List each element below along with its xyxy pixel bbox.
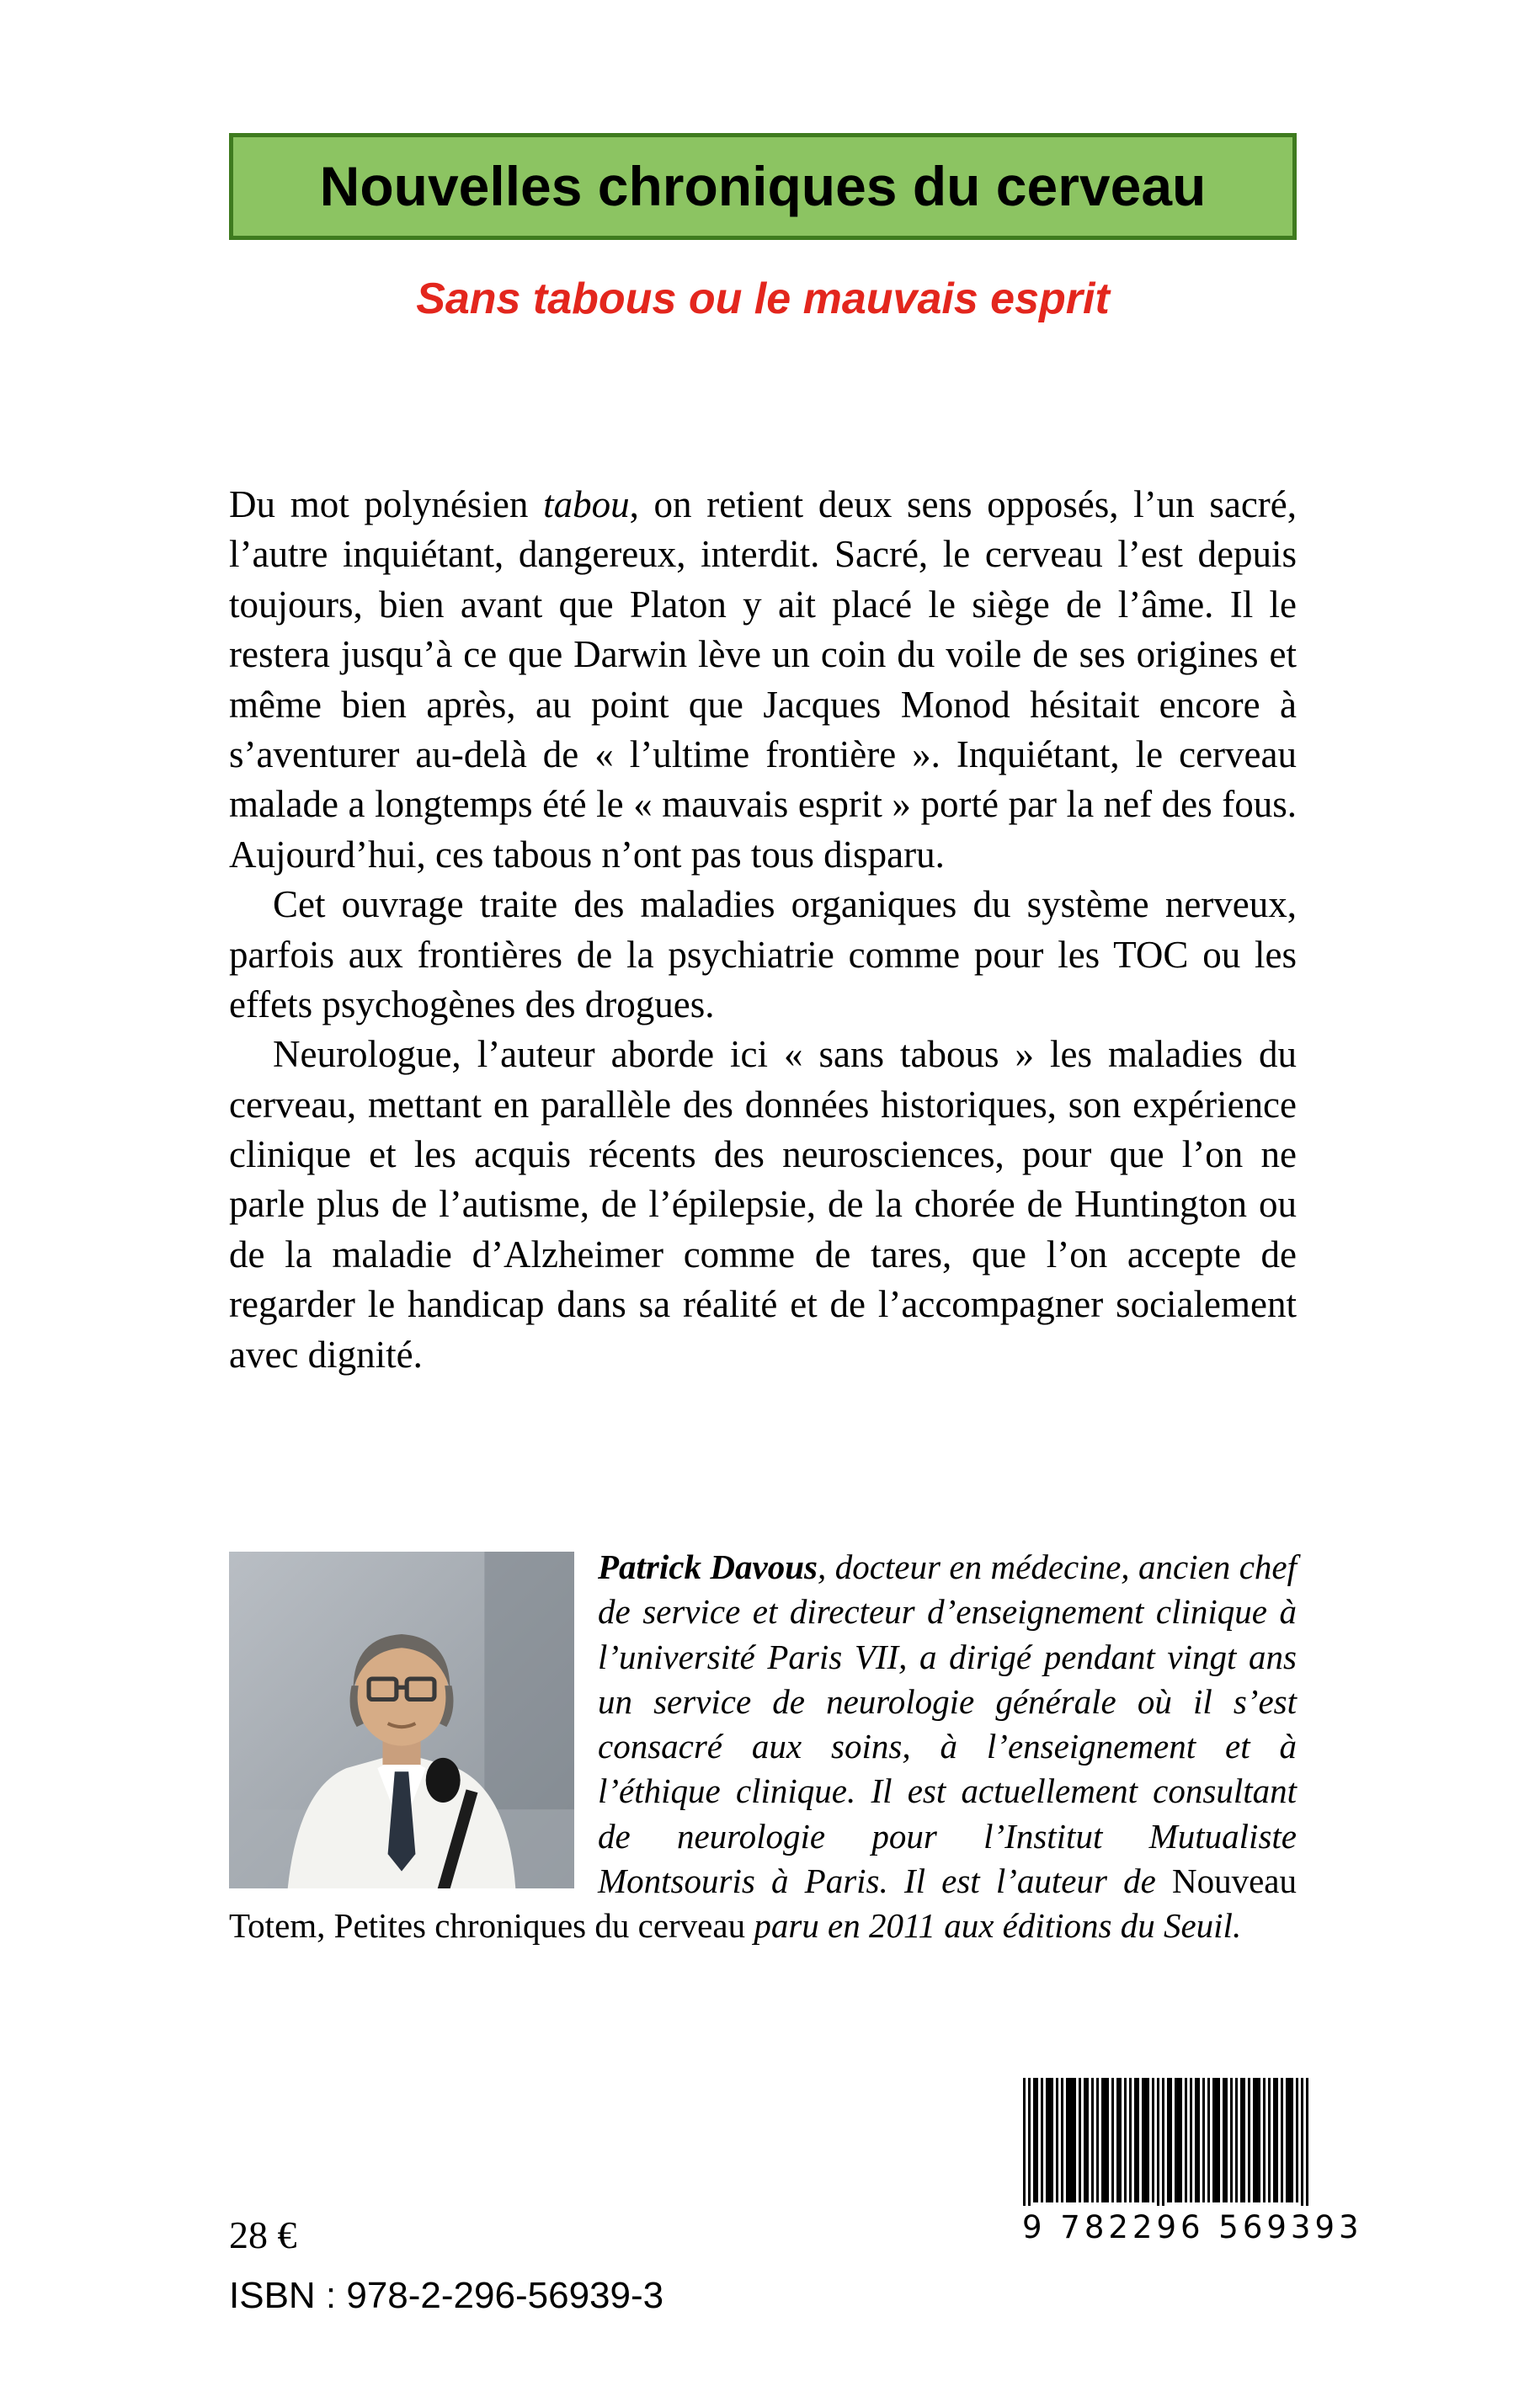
synopsis xyxy=(229,480,1297,1380)
author-bio xyxy=(229,1545,1297,1949)
synopsis-paragraph-1 xyxy=(229,480,1297,880)
author-photo-illustration xyxy=(229,1552,574,1888)
synopsis-p1-after: , on retient deux sens opposés, l’un sacré, l’autre inquiétant, dangereux, interdit. Sacré, le cerveau l’est depuis toujours, bien avant que Platon y ait placé le siège de l’âme. Il le restera jusqu’à ce que Darwin lève un coin du voile de ses origines et même bien après, au point que Jacques Monod hésitait encore à s’aventurer au-delà de « l’ultime frontière ». Inquiétant, le cerveau malade a longtemps été le « mauvais esprit » porté par la nef des fous. Aujourd’hui, ces tabous n’ont pas tous disparu. xyxy=(229,483,1298,876)
barcode-number: 9 782296 569393 xyxy=(1022,2209,1363,2245)
author-photo xyxy=(229,1552,574,1888)
synopsis-paragraph-3: Neurologue, l’auteur aborde ici « sans tabous » les maladies du cerveau, mettant en parallèle des données historiques, son expérience clinique et les acquis récents des neurosciences, pour que l’on ne parle plus de l’autisme, de l’épilepsie, de la chorée de Huntington ou de la maladie d’Alzheimer comme de tares, que l’on accepte de regarder le handicap dans sa réalité et de l’accompagner socialement avec dignité. xyxy=(229,1033,1297,1376)
author-bio-part2: paru en 2011 aux éditions du Seuil. xyxy=(745,1906,1242,1946)
author-name: Patrick Davous xyxy=(598,1547,818,1586)
price: 28 € xyxy=(229,2213,297,2256)
isbn: ISBN : 978-2-296-56939-3 xyxy=(229,2275,664,2316)
barcode-bars xyxy=(1023,2078,1313,2206)
book-subtitle: Sans tabous ou le mauvais esprit xyxy=(416,274,1110,323)
book-reference: Nouveau Totem, Petites chroniques du cerveau xyxy=(229,1861,1297,1946)
author-bio-part1: , docteur en médecine, ancien chef de service et directeur d’enseignement clinique à l’université Paris VII, a dirigé pendant vingt ans un service de neurologie générale où il s’est consacré aux soins, à l’enseignement et à l’éthique clinique. Il est actuellement consultant de neurologie pour l’Institut Mutualiste Montsouris à Paris. Il est l’auteur de xyxy=(598,1547,1298,1901)
synopsis-paragraph-2: Cet ouvrage traite des maladies organiques du système nerveux, parfois aux frontières de la psychiatrie comme pour les TOC ou les effets psychogènes des drogues. xyxy=(229,883,1297,1025)
book-title: Nouvelles chroniques du cerveau xyxy=(319,155,1207,217)
title-box xyxy=(229,133,1297,240)
synopsis-p1-italic-word: tabou xyxy=(543,483,630,525)
barcode xyxy=(1022,2078,1363,2245)
synopsis-p1-before: Du mot polynésien xyxy=(229,483,544,525)
